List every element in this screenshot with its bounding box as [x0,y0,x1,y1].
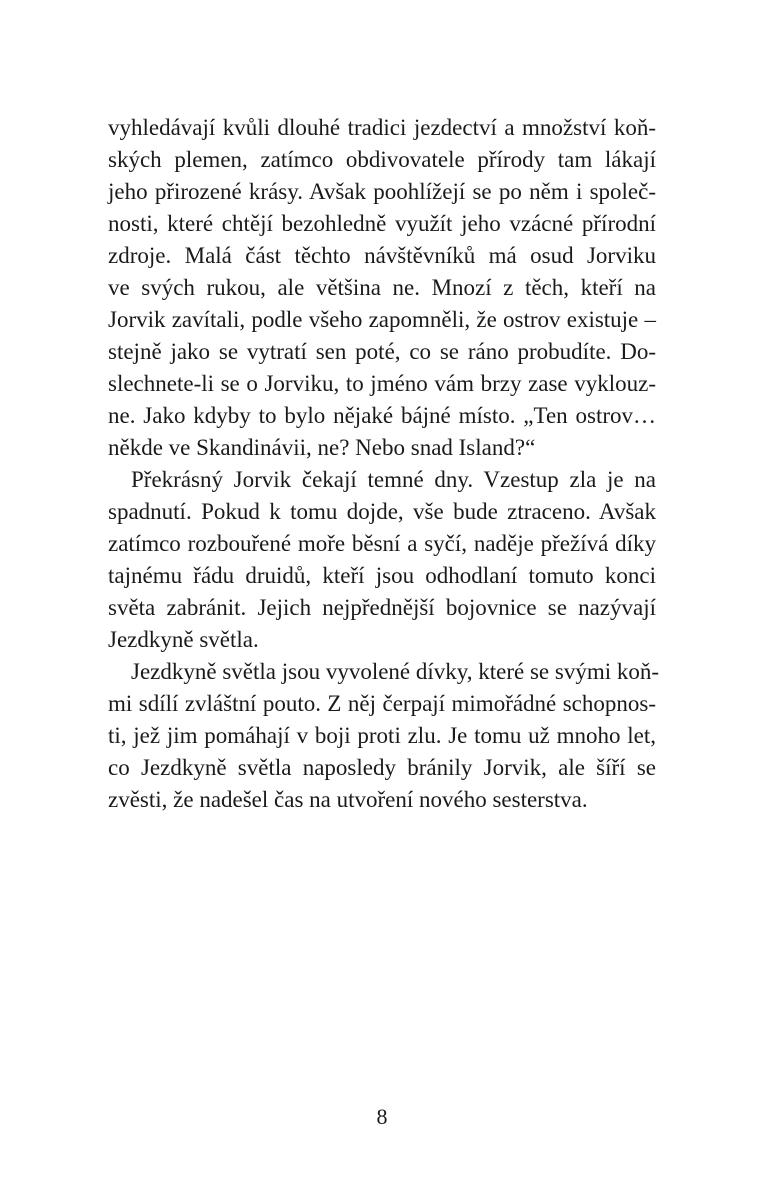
text-line: světa zabránit. Jejich nejpřednější bojovnice se nazývají [108,595,656,620]
text-line: někde ve Skandinávii, ne? Nebo snad Island?“ [108,435,536,460]
text-line: vyhledávají kvůli dlouhé tradici jezdectví a množství koň- [108,115,656,140]
text-line: Jorvik zavítali, podle všeho zapomněli, že ostrov existuje – [108,307,656,332]
text-line: mi sdílí zvláštní pouto. Z něj čerpají mimořádné schopnos- [108,691,656,716]
text-line: nosti, které chtějí bezohledně využít jeho vzácné přírodní [108,211,656,236]
text-line: ských plemen, zatímco obdivovatele přírody tam lákají [108,147,656,172]
text-line: jeho přirozené krásy. Avšak poohlížejí se po něm i společ- [108,179,656,204]
text-line: co Jezdkyně světla naposledy bránily Jorvik, ale šíří se [108,755,656,780]
text-line: spadnutí. Pokud k tomu dojde, vše bude ztraceno. Avšak [108,499,656,524]
text-line: zatímco rozbouřené moře běsní a syčí, naděje přežívá díky [108,531,656,556]
text-line: tajnému řádu druidů, kteří jsou odhodlaní tomuto konci [108,563,656,588]
text-line: stejně jako se vytratí sen poté, co se ráno probudíte. Do- [108,339,656,364]
text-line: zdroje. Malá část těchto návštěvníků má osud Jorviku [108,243,656,268]
page-number: 8 [376,1104,388,1129]
text-line: ne. Jako kdyby to bylo nějaké bájné místo. „Ten ostrov… [108,403,656,428]
text-line: Překrásný Jorvik čekají temné dny. Vzestup zla je na [131,467,656,492]
book-page [108,0,660,1181]
text-line: ti, jež jim pomáhají v boji proti zlu. Je tomu už mnoho let, [108,723,656,748]
text-line: zvěsti, že nadešel čas na utvoření nového sesterstva. [108,787,588,812]
text-line: Jezdkyně světla jsou vyvolené dívky, které se svými koň- [131,659,660,684]
text-line: ve svých rukou, ale většina ne. Mnozí z těch, kteří na [108,275,656,300]
text-line: slechnete-li se o Jorviku, to jméno vám brzy zase vyklouz- [108,371,656,396]
text-line: Jezdkyně světla. [108,627,259,652]
